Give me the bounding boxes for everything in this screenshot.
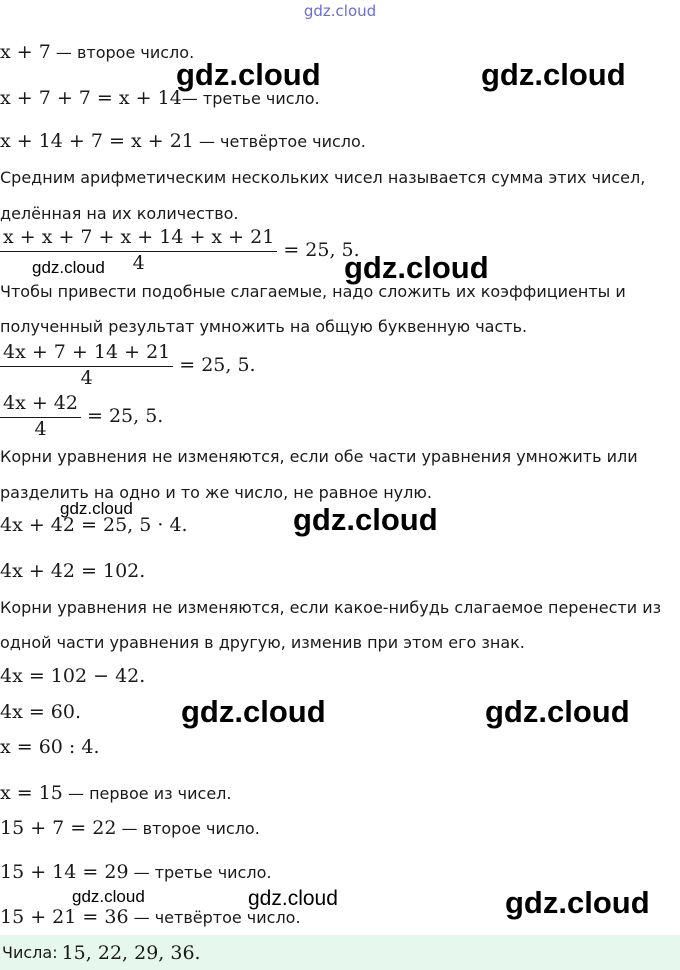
- equation-divide: x = 60 : 4.: [0, 736, 100, 758]
- watermark: gdz.cloud: [32, 258, 105, 277]
- result-first-number: [0, 782, 231, 805]
- line-text: — третье число.: [128, 863, 272, 882]
- watermark: gdz.cloud: [176, 57, 321, 92]
- line-text: — второе число.: [116, 819, 260, 838]
- watermark: gdz.cloud: [344, 250, 489, 285]
- result-second-number: [0, 817, 260, 840]
- fraction-numerator: 4x + 7 + 14 + 21: [0, 341, 173, 367]
- watermark: gdz.cloud: [481, 57, 626, 92]
- rule-multiply-both-sides-line-1: Корни уравнения не изменяются, если обе части уравнения умножить или: [0, 447, 638, 466]
- math-expression: 15 + 14 = 29: [0, 861, 129, 883]
- rule-multiply-both-sides-line-2: разделить на одно и то же число, не равное нулю.: [0, 483, 432, 502]
- rule-like-terms-line-2: полученный результат умножить на общую буквенную часть.: [0, 317, 528, 336]
- line-text: — первое из чисел.: [62, 784, 232, 803]
- watermark: gdz.cloud: [248, 887, 338, 910]
- equation-4x-60: 4x = 60.: [0, 701, 82, 723]
- line-text: — второе число.: [50, 43, 195, 62]
- rule-transfer-term-line-2: одной части уравнения в другую, изменив при этом его знак.: [0, 633, 525, 652]
- fraction-numerator: x + x + 7 + x + 14 + x + 21: [0, 226, 277, 252]
- equation-multiply: 4x + 42 = 25, 5 · 4.: [0, 514, 188, 536]
- math-expression: x + 14 + 7 = x + 21: [0, 130, 194, 152]
- fraction-denominator: 4: [132, 252, 145, 274]
- equation-combined-fraction: [0, 341, 256, 389]
- equation-rhs: = 25, 5.: [283, 239, 360, 261]
- watermark: gdz.cloud: [72, 887, 145, 906]
- equation-simplified-fraction: [0, 392, 163, 440]
- math-expression: x + 7: [0, 41, 51, 63]
- rule-arithmetic-mean-line-2: делённая на их количество.: [0, 204, 239, 223]
- equation-subtract: 4x = 102 − 42.: [0, 665, 146, 687]
- line-text: — четвёртое число.: [193, 132, 366, 151]
- math-expression: 15 + 21 = 36: [0, 906, 129, 928]
- math-expression: x + 7 + 7 = x + 14: [0, 87, 182, 109]
- math-expression: x = 15: [0, 782, 63, 804]
- equation-rhs: = 25, 5.: [86, 405, 164, 427]
- solution-line-fourth-number: [0, 130, 366, 153]
- result-third-number: [0, 861, 271, 884]
- rule-like-terms-line-1: Чтобы привести подобные слагаемые, надо сложить их коэффициенты и: [0, 282, 626, 301]
- answer-value: 15, 22, 29, 36.: [61, 941, 201, 964]
- line-text: — четвёртое число.: [128, 908, 301, 927]
- math-expression: 15 + 7 = 22: [0, 817, 117, 839]
- answer-box: [0, 935, 680, 970]
- watermark: gdz.cloud: [505, 885, 650, 920]
- watermark: gdz.cloud: [181, 694, 326, 729]
- watermark: gdz.cloud: [293, 502, 438, 537]
- solution-line-second-number: [0, 41, 194, 64]
- site-watermark-top: gdz.cloud: [303, 2, 377, 20]
- answer-label: Числа:: [2, 943, 58, 962]
- rule-arithmetic-mean-line-1: Средним арифметическим нескольких чисел называется сумма этих чисел,: [0, 168, 646, 187]
- fraction: [0, 341, 173, 389]
- equation-rhs: = 25, 5.: [179, 354, 256, 376]
- fraction: [0, 392, 81, 440]
- watermark: gdz.cloud: [60, 499, 133, 518]
- watermark: gdz.cloud: [485, 694, 630, 729]
- fraction-denominator: 4: [80, 367, 93, 389]
- line-text: — третье число.: [181, 89, 320, 108]
- fraction-denominator: 4: [34, 418, 47, 440]
- rule-transfer-term-line-1: Корни уравнения не изменяются, если какое-нибудь слагаемое перенести из: [0, 598, 662, 617]
- fraction-numerator: 4x + 42: [0, 392, 81, 418]
- equation-102: 4x + 42 = 102.: [0, 560, 146, 582]
